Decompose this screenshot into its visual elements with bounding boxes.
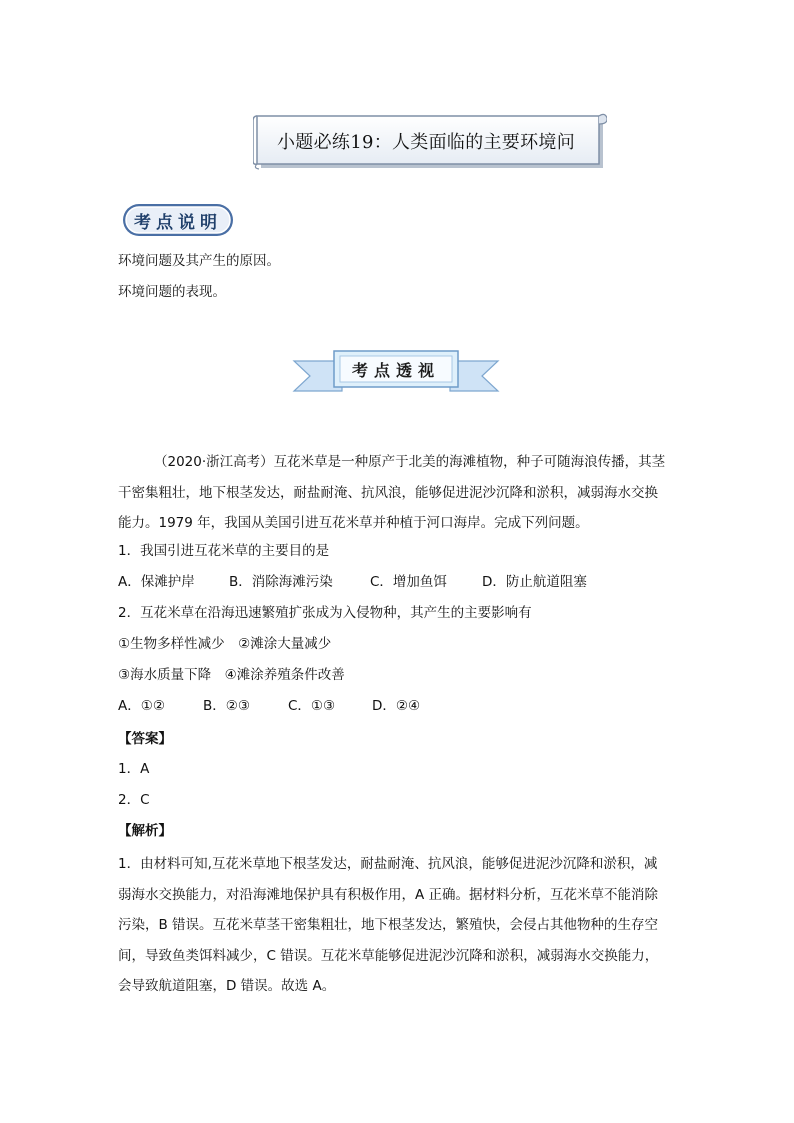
analysis-line-2: 弱海水交换能力，对沿海滩地保护具有积极作用，A 正确。据材料分析，互花米草不能消除 bbox=[118, 886, 659, 903]
q1-option-a: A．保滩护岸 bbox=[118, 574, 195, 590]
q2-items-line-2: ③海水质量下降 ④滩涂养殖条件改善 bbox=[118, 667, 345, 683]
answer-1: 1．A bbox=[118, 761, 150, 777]
intro-line-3: 能力。1979 年，我国从美国引进互花米草并种植于河口海岸。完成下列问题。 bbox=[118, 515, 589, 531]
q1-option-c: C．增加鱼饵 bbox=[370, 574, 447, 590]
intro-line-1: （2020·浙江高考）互花米草是一种原产于北美的海滩植物，种子可随海浪传播，其茎 bbox=[154, 454, 666, 470]
q1-option-d: D．防止航道阻塞 bbox=[482, 574, 587, 590]
analysis-line-1: 1．由材料可知,互花米草地下根茎发达，耐盐耐淹、抗风浪，能够促进泥沙沉降和淤积，减 bbox=[118, 856, 658, 872]
section-badge-explanation bbox=[120, 201, 236, 239]
q1-option-b: B．消除海滩污染 bbox=[229, 574, 333, 590]
section-ribbon-perspective bbox=[292, 347, 500, 397]
explanation-line-1: 环境问题及其产生的原因。 bbox=[118, 253, 280, 269]
answer-2: 2．C bbox=[118, 792, 150, 808]
question-2-stem: 2．互花米草在沿海迅速繁殖扩张成为入侵物种，其产生的主要影响有 bbox=[118, 605, 532, 621]
title-scroll-banner bbox=[253, 112, 607, 170]
q2-option-a: A．①② bbox=[118, 698, 165, 714]
analysis-line-3: 污染，B 错误。互花米草茎干密集粗壮，地下根茎发达，繁殖快，会侵占其他物种的生存空 bbox=[118, 917, 659, 933]
analysis-paragraph bbox=[118, 849, 678, 1002]
analysis-line-5: 会导致航道阻塞，D 错误。故选 A。 bbox=[118, 978, 336, 994]
ribbon-label: 考点透视 bbox=[351, 361, 440, 380]
page-title: 小题必练19：人类面临的主要环境问 bbox=[277, 132, 576, 153]
q2-option-c: C．①③ bbox=[288, 698, 336, 714]
analysis-line-4: 间，导致鱼类饵料减少，C 错误。互花米草能够促进泥沙沉降和淤积，减弱海水交换能力， bbox=[118, 947, 659, 964]
q2-option-b: B．②③ bbox=[203, 698, 250, 714]
badge-label: 考点说明 bbox=[134, 213, 222, 233]
answer-heading: 【答案】 bbox=[118, 731, 172, 747]
q2-option-d: D．②④ bbox=[372, 698, 421, 714]
intro-line-2: 干密集粗壮，地下根茎发达，耐盐耐淹、抗风浪，能够促进泥沙沉降和淤积，减弱海水交换 bbox=[118, 484, 658, 501]
q2-items-line-1: ①生物多样性减少 ②滩涂大量减少 bbox=[118, 636, 332, 652]
question-1-stem: 1．我国引进互花米草的主要目的是 bbox=[118, 543, 330, 559]
question-intro bbox=[118, 447, 678, 539]
analysis-heading: 【解析】 bbox=[118, 823, 172, 839]
explanation-line-2: 环境问题的表现。 bbox=[118, 284, 226, 300]
